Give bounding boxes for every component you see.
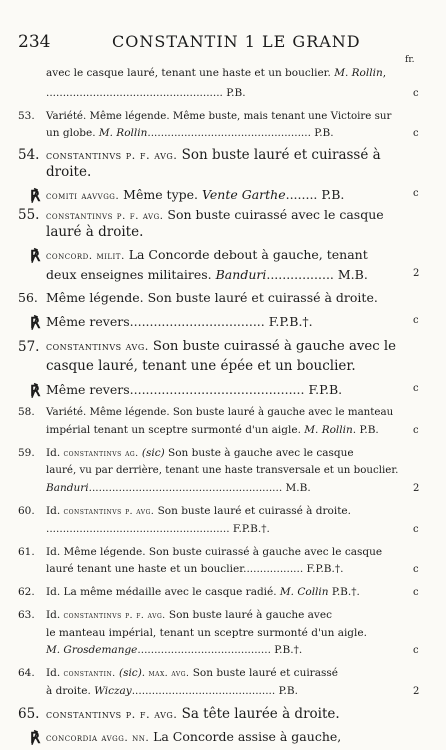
entry-number: 65. (18, 706, 40, 722)
text-run: ....................................................... F.P.B.†. (46, 523, 270, 535)
text-run: P.B.†. (328, 586, 360, 598)
text-run: Même type. (123, 187, 202, 202)
rarity-mark: 2 (413, 268, 420, 279)
running-title: CONSTANTIN 1 LE GRAND (112, 32, 361, 51)
text-run: Son buste lauré et cuirassé à droite. (157, 505, 351, 517)
rarity-mark: c (413, 383, 419, 394)
text-run: ........................................ P.B.†. (137, 644, 303, 656)
text-run: , (382, 67, 387, 79)
line-text (46, 609, 332, 621)
reverse-mark: ℟ (30, 729, 41, 747)
text-run: Son buste à gauche avec le casque (164, 447, 354, 459)
line-text (46, 247, 368, 262)
text-run: . P.B. (352, 424, 379, 436)
line-text (46, 505, 351, 517)
reverse-mark: ℟ (30, 247, 41, 265)
line-text (46, 290, 378, 305)
rarity-mark: c (413, 564, 419, 575)
text-run: impérial tenant un sceptre surmonté d'un aigle. (46, 424, 305, 436)
legend-text: constantinvs ag. (63, 449, 142, 459)
line-text (46, 729, 341, 744)
rarity-mark: c (413, 315, 419, 326)
text-run: Son buste lauré et cuirassé à (181, 147, 381, 163)
line-text (46, 482, 311, 494)
rarity-mark: c (413, 645, 419, 656)
page-header (0, 30, 446, 54)
line-text (46, 667, 338, 679)
line-text (46, 127, 334, 139)
entry-number: 59. (18, 447, 35, 459)
text-run: ........................................... P.B. (131, 685, 298, 697)
line-text (46, 447, 354, 459)
rarity-mark: 2 (413, 483, 420, 494)
line-text (46, 406, 393, 418)
text-run: Son buste lauré et cuirassé (192, 667, 338, 679)
text-run: La Concorde debout à gauche, tenant (128, 247, 368, 262)
line-text (46, 546, 382, 558)
entry-number: 56. (18, 290, 38, 305)
line-text (46, 685, 298, 697)
text-run: Variété. Même légende. Même buste, mais tenant une Victoire sur (46, 110, 392, 122)
italic-text: Banduri (215, 267, 267, 282)
text-run: lauré tenant une haste et un bouclier.................. F.P.B.†. (46, 563, 344, 575)
italic-text: M. Rollin (98, 127, 148, 139)
text-run: Id. (46, 505, 64, 517)
line-text (46, 187, 344, 202)
line-text (46, 627, 367, 639)
line-text (46, 644, 302, 656)
text-run: un globe. (46, 127, 99, 139)
line-text (46, 563, 343, 575)
entry-number: 60. (18, 505, 35, 517)
legend-text: constantinvs p. avg. (63, 507, 158, 517)
legend-text: constantin. (63, 669, 119, 679)
legend-text: comiti aavvgg. (46, 189, 124, 202)
text-run: Sa tête laurée à droite. (181, 706, 340, 722)
rarity-mark: c (413, 128, 419, 139)
text-run: avec le casque lauré, tenant une haste et un bouclier. (46, 67, 335, 79)
text-run: droite. (46, 164, 92, 180)
line-text (46, 358, 356, 374)
legend-text: concordia avgg. nn. (46, 731, 154, 744)
line-text (46, 164, 91, 180)
rarity-mark: c (413, 524, 419, 535)
text-run: lauré, vu par derrière, tenant une haste transversale et un bouclier. (46, 464, 399, 476)
page-number: 234 (18, 32, 51, 52)
text-run: Id. (46, 667, 64, 679)
line-text (46, 586, 360, 598)
italic-text: M. Rollin (334, 67, 383, 79)
text-run: Id. La même médaille avec le casque radié. (46, 586, 280, 598)
text-run: ..................................................... P.B. (46, 87, 246, 99)
italic-text: (sic) (141, 447, 165, 459)
text-run: à droite. (46, 685, 95, 697)
legend-text: constantinvs p. f. avg. (46, 209, 168, 222)
text-run: le manteau impérial, tenant un sceptre surmonté d'un aigle. (46, 627, 367, 639)
line-text (46, 424, 379, 436)
legend-text: constantinvs p. f. avg. (46, 707, 182, 721)
text-run: Son buste cuirassé à gauche avec le (152, 339, 396, 354)
rarity-column-header: fr. (405, 55, 415, 65)
rarity-mark: 2 (413, 686, 420, 697)
legend-text: max. avg. (148, 669, 193, 679)
legend-text: constantinvs p. f. avg. (63, 611, 169, 621)
reverse-mark: ℟ (30, 314, 41, 332)
line-text (46, 706, 340, 722)
line-text (46, 147, 381, 163)
text-run: Id. (46, 447, 64, 459)
text-run: Id. (46, 609, 64, 621)
entry-number: 57. (18, 339, 40, 355)
line-text (46, 207, 384, 222)
line-text (46, 224, 143, 240)
legend-text: constantinvs p. f. avg. (46, 148, 182, 162)
entry-number: 63. (18, 609, 35, 621)
rarity-mark: c (413, 188, 419, 199)
line-text (46, 267, 368, 282)
entry-number: 64. (18, 667, 35, 679)
line-text (46, 67, 386, 79)
entry-number: 62. (18, 586, 35, 598)
text-run: ................................................. P.B. (147, 127, 334, 139)
text-run: La Concorde assise à gauche, (153, 729, 342, 744)
line-text (46, 87, 246, 99)
italic-text: M. Grosdemange (46, 644, 138, 656)
line-text (46, 464, 398, 476)
line-text (46, 523, 270, 535)
line-text (46, 314, 313, 329)
text-run: casque lauré, tenant une épée et un bouclier. (46, 358, 356, 374)
italic-text: (sic). (118, 667, 149, 679)
text-run: Son buste cuirassé avec le casque (167, 207, 384, 222)
entry-number: 61. (18, 546, 35, 558)
text-run: Son buste lauré à gauche avec (168, 609, 332, 621)
line-text (46, 339, 396, 354)
legend-text: constantinvs avg. (46, 340, 153, 353)
italic-text: Wiczay (94, 685, 132, 697)
italic-text: M. Collin (279, 586, 329, 598)
text-run: lauré à droite. (46, 224, 144, 240)
entry-number: 55. (18, 207, 40, 223)
text-run: .......................................................... M.B. (88, 482, 311, 494)
text-run: deux enseignes militaires. (46, 267, 216, 282)
entry-number: 54. (18, 147, 40, 163)
text-run: Id. Même légende. Son buste cuirassé à gauche avec le casque (46, 546, 383, 558)
italic-text: Banduri (46, 482, 89, 494)
reverse-mark: ℟ (30, 187, 41, 205)
entry-number: 53. (18, 110, 35, 122)
italic-text: Vente Garthe (202, 187, 286, 202)
text-run: Même légende. Son buste lauré et cuirassé à droite. (46, 290, 378, 305)
legend-text: concord. milit. (46, 249, 129, 262)
text-run: Variété. Même légende. Son buste lauré à gauche avec le manteau (46, 406, 394, 418)
text-run: Même revers.................................. F.P.B.†. (46, 314, 313, 329)
text-run: ................. M.B. (266, 267, 368, 282)
italic-text: M. Rollin (304, 424, 353, 436)
text-run: Même revers............................................ F.P.B. (46, 382, 343, 397)
line-text (46, 110, 391, 122)
line-text (46, 382, 342, 397)
rarity-mark: c (413, 88, 419, 99)
text-run: ........ P.B. (285, 187, 345, 202)
entry-number: 58. (18, 406, 35, 418)
reverse-mark: ℟ (30, 382, 41, 400)
rarity-mark: c (413, 587, 419, 598)
rarity-mark: c (413, 425, 419, 436)
